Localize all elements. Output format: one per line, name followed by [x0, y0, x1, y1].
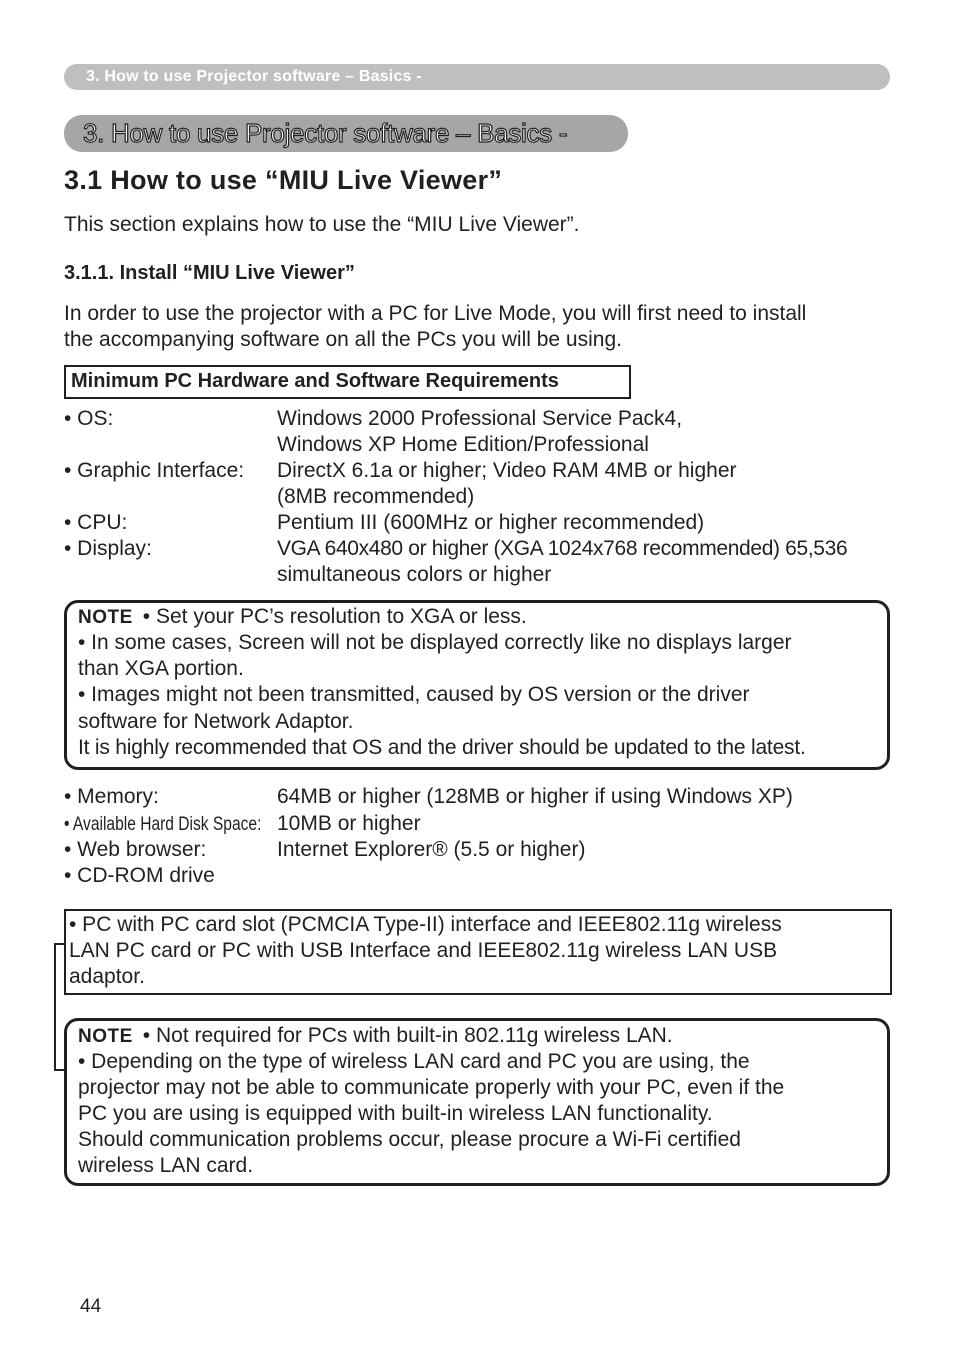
note2-text-1: • Not required for PCs with built-in 802.11g wireless LAN. [142, 1024, 673, 1047]
req-browser-value: Internet Explorer® (5.5 or higher) [277, 838, 586, 861]
req-os-label: • OS: [64, 407, 114, 430]
note1-text-1: • Set your PC’s resolution to XGA or less. [142, 605, 527, 628]
note1-line-3: than XGA portion. [78, 657, 244, 680]
req-memory-value: 64MB or higher (128MB or higher if using Windows XP) [277, 785, 793, 808]
note1-line-4: • Images might not been transmitted, caused by OS version or the driver [78, 683, 750, 706]
page-number: 44 [80, 1296, 102, 1317]
wireless-line-3: adaptor. [69, 965, 145, 988]
subsection-intro-line-1: In order to use the projector with a PC for Live Mode, you will first need to install [64, 302, 807, 325]
note2-line-6: wireless LAN card. [78, 1154, 254, 1177]
note2-line-2: • Depending on the type of wireless LAN card and PC you are using, the [78, 1050, 750, 1073]
note-label: NOTE [78, 1026, 133, 1047]
chapter-title-pill [64, 115, 628, 152]
section-intro: This section explains how to use the “MIU Live Viewer”. [64, 213, 580, 236]
req-graphic-value-2: (8MB recommended) [277, 485, 475, 508]
note1-line-2: • In some cases, Screen will not be displayed correctly like no displays larger [78, 631, 792, 654]
req-graphic-label: • Graphic Interface: [64, 459, 245, 482]
req-display-value-1: VGA 640x480 or higher (XGA 1024x768 recommended) 65,536 [277, 537, 848, 560]
note-label: NOTE [78, 607, 133, 628]
req-memory-label: • Memory: [64, 785, 159, 808]
req-disk-value: 10MB or higher [277, 812, 421, 835]
note2-line-1 [78, 1023, 673, 1050]
wireless-line-2: LAN PC card or PC with USB Interface and IEEE802.11g wireless LAN USB [69, 939, 778, 962]
note2-line-3: projector may not be able to communicate properly with your PC, even if the [78, 1076, 785, 1099]
req-display-value-2: simultaneous colors or higher [277, 563, 552, 586]
subsection-intro-line-2: the accompanying software on all the PCs you will be using. [64, 328, 622, 351]
chapter-title: 3. How to use Projector software – Basics - [83, 118, 568, 148]
req-os-value-2: Windows XP Home Edition/Professional [277, 433, 649, 456]
running-header-text: 3. How to use Projector software – Basics - [86, 68, 422, 85]
wireless-line-1: • PC with PC card slot (PCMCIA Type-II) interface and IEEE802.11g wireless [69, 913, 782, 936]
running-header-bar [64, 64, 890, 90]
req-cpu-value: Pentium III (600MHz or higher recommended) [277, 511, 705, 534]
note1-line-1 [78, 604, 527, 631]
note2-line-5: Should communication problems occur, please procure a Wi-Fi certified [78, 1128, 741, 1151]
req-display-label: • Display: [64, 537, 152, 560]
note2-line-4: PC you are using is equipped with built-in wireless LAN functionality. [78, 1102, 713, 1125]
note1-line-6: It is highly recommended that OS and the driver should be updated to the latest. [78, 736, 806, 759]
requirements-heading: Minimum PC Hardware and Software Requirements [71, 370, 559, 392]
req-disk-label-text: • Available Hard Disk Space: [64, 814, 262, 835]
req-cpu-label: • CPU: [64, 511, 128, 534]
requirements-heading-box [64, 365, 631, 399]
req-browser-label: • Web browser: [64, 838, 207, 861]
req-graphic-value-1: DirectX 6.1a or higher; Video RAM 4MB or higher [277, 459, 737, 482]
section-title: 3.1 How to use “MIU Live Viewer” [64, 165, 503, 195]
subsection-title: 3.1.1. Install “MIU Live Viewer” [64, 262, 355, 284]
req-os-value-1: Windows 2000 Professional Service Pack4, [277, 407, 683, 430]
req-disk-label [64, 811, 305, 838]
note1-line-5: software for Network Adaptor. [78, 710, 354, 733]
req-cdrom-label: • CD-ROM drive [64, 864, 215, 887]
